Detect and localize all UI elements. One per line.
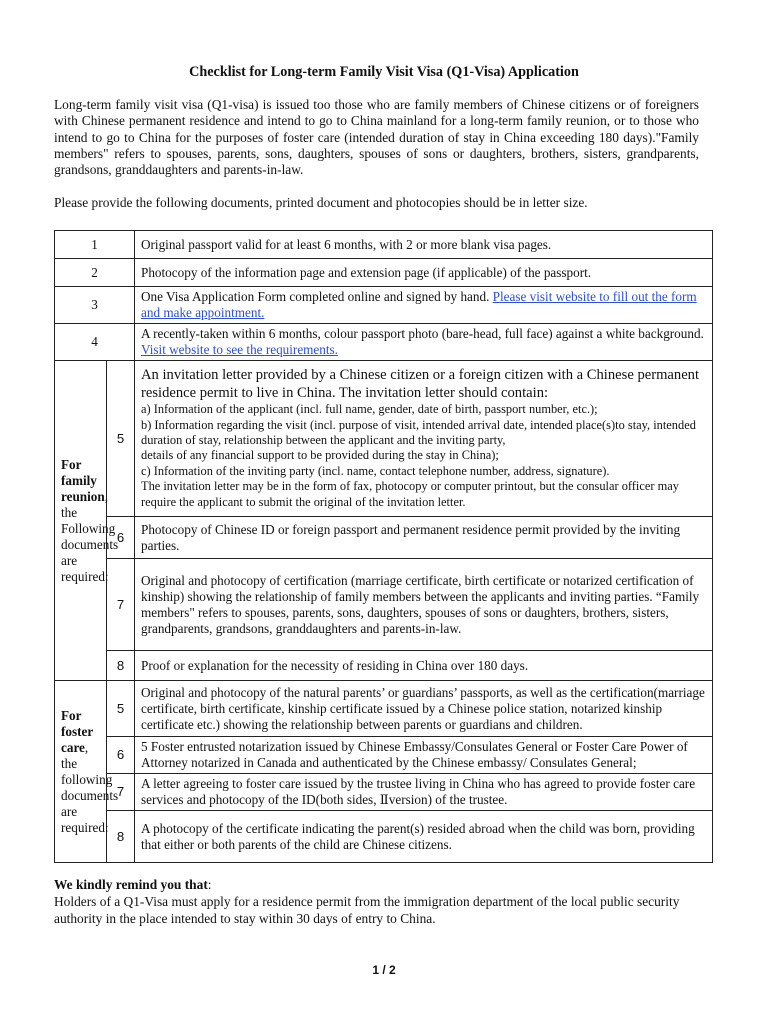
- item-number: 6: [107, 517, 135, 559]
- item-text: An invitation letter provided by a Chinese citizen or a foreign citizen with a Chinese permanent residence permit to live in China. The invitation letter should contain:: [141, 366, 700, 401]
- checklist-table: [54, 230, 713, 863]
- group-label-rest: , the following documents are required:: [61, 739, 119, 835]
- fill-form-link[interactable]: Please visit website to fill out the form and make appointment.: [141, 289, 697, 320]
- item-number: 5: [107, 361, 135, 517]
- reminder-heading: [54, 877, 212, 893]
- item-subpoint: details of any financial support to be provided during the stay in China);: [141, 448, 499, 463]
- table-row: [55, 737, 713, 774]
- reminder-text: Holders of a Q1-Visa must apply for a residence permit from the immigration department of the local public security authority in the place intended to stay within 30 days of entry to China.: [54, 894, 680, 926]
- table-row: [55, 559, 713, 651]
- item-text: A photocopy of the certificate indicating the parent(s) resided abroad when the child was born, providing that either or both parents of the child are Chinese citizens.: [135, 811, 713, 863]
- table-row: [55, 774, 713, 811]
- item-number: 7: [107, 774, 135, 811]
- item-text: 5 Foster entrusted notarization issued by Chinese Embassy/Consulates General or Foster Care Power of Attorney notarized in Canada and authenticated by the Chinese embassy/ Consulates General;: [135, 737, 713, 774]
- item-number: 2: [55, 259, 135, 287]
- table-row: [55, 811, 713, 863]
- table-row: [55, 259, 713, 287]
- item-number: 4: [55, 324, 135, 361]
- table-row: [55, 231, 713, 259]
- intro-paragraph: Long-term family visit visa (Q1-visa) is issued too those who are family members of Chinese citizens or of foreigners with Chinese permanent residence and intend to go to China mainland for a long-term family reunion, or to those who intend to go to China for the purposes of foster care (intended duration of stay in China exceeding 180 days)."Family members" refers to spouses, parents, sons, daughters, spouses of sons or daughters, brothers, sisters, grandparents, grandsons, granddaughters and parents-in-law.: [54, 97, 699, 178]
- foster-group-label: [55, 681, 119, 863]
- item-number: 6: [107, 737, 135, 774]
- item-text: A recently-taken within 6 months, colour passport photo (bare-head, full face) against a white background.: [141, 326, 704, 341]
- reminder-heading-text: We kindly remind you that: [54, 877, 208, 892]
- item-subpoint: a) Information of the applicant (incl. full name, gender, date of birth, passport number, etc.);: [141, 402, 598, 417]
- item-subpoint: b) Information regarding the visit (incl. purpose of visit, intended arrival date, intended place(s)to stay, intended duration of stay, relationship between the applicant and the inviting party,: [141, 417, 696, 447]
- page-number: 1 / 2: [372, 963, 396, 977]
- item-number: 5: [107, 681, 135, 737]
- item-cell: [135, 324, 713, 361]
- item-text: Original and photocopy of certification (marriage certificate, birth certificate or notarized certification of kinship) showing the relationship of family members between the applicants and inviting parties. “Family members" refers to spouses, parents, sons, daughters, spouses of sons or daughters, brothers, sisters, grandparents, grandsons, granddaughters and parents-in-law.: [135, 559, 713, 651]
- photo-requirements-link[interactable]: Visit website to see the requirements.: [141, 342, 338, 357]
- item-text: Original passport valid for at least 6 months, with 2 or more blank visa pages.: [135, 231, 713, 259]
- item-number: 3: [55, 287, 135, 324]
- provide-note: Please provide the following documents, printed document and photocopies should be in letter size.: [54, 195, 588, 210]
- item-number: 7: [107, 559, 135, 651]
- table-row: [55, 651, 713, 681]
- item-text: Photocopy of Chinese ID or foreign passport and permanent residence permit provided by the inviting parties.: [135, 517, 713, 559]
- item-text: Original and photocopy of the natural parents’ or guardians’ passports, as well as the certification(marriage certificate, birth certificate, kinship certificate issued by a Chinese police station, notarized kinship certificate etc.) showing the relationship between parents or guardians and children.: [135, 681, 713, 737]
- family-group-label: [55, 361, 119, 681]
- reminder-colon: :: [207, 877, 212, 892]
- group-label-bold: foster care: [61, 723, 93, 755]
- table-row: [55, 517, 713, 559]
- item-number: 8: [107, 651, 135, 681]
- item-cell: [135, 287, 713, 324]
- item-number: 8: [107, 811, 135, 863]
- item-subpoint: c) Information of the inviting party (incl. name, contact telephone number, address, signature).: [141, 463, 610, 478]
- item-text: Proof or explanation for the necessity of residing in China over 180 days.: [135, 651, 713, 681]
- table-row: [55, 287, 713, 324]
- item-text: One Visa Application Form completed online and signed by hand.: [141, 289, 493, 304]
- group-label-bold: For: [61, 456, 82, 472]
- item-number: 1: [55, 231, 135, 259]
- item-note: The invitation letter may be in the form of fax, photocopy or computer printout, but the consular officer may require the applicant to submit the original of the invitation letter.: [141, 479, 679, 509]
- page-title: Checklist for Long-term Family Visit Visa (Q1-Visa) Application: [189, 64, 579, 80]
- table-row: [55, 361, 713, 517]
- table-row: [55, 681, 713, 737]
- item-cell: [135, 361, 713, 517]
- group-label-bold: For: [61, 707, 82, 723]
- group-label-rest: , the Following documents are required:: [61, 488, 119, 584]
- item-text: A letter agreeing to foster care issued by the trustee living in China who has agreed to provide foster care services and photocopy of the ID(both sides, Ⅱversion) of the trustee.: [135, 774, 713, 811]
- table-row: [55, 324, 713, 361]
- group-label-bold: family reunion: [61, 472, 105, 504]
- item-text: Photocopy of the information page and extension page (if applicable) of the passport.: [135, 259, 713, 287]
